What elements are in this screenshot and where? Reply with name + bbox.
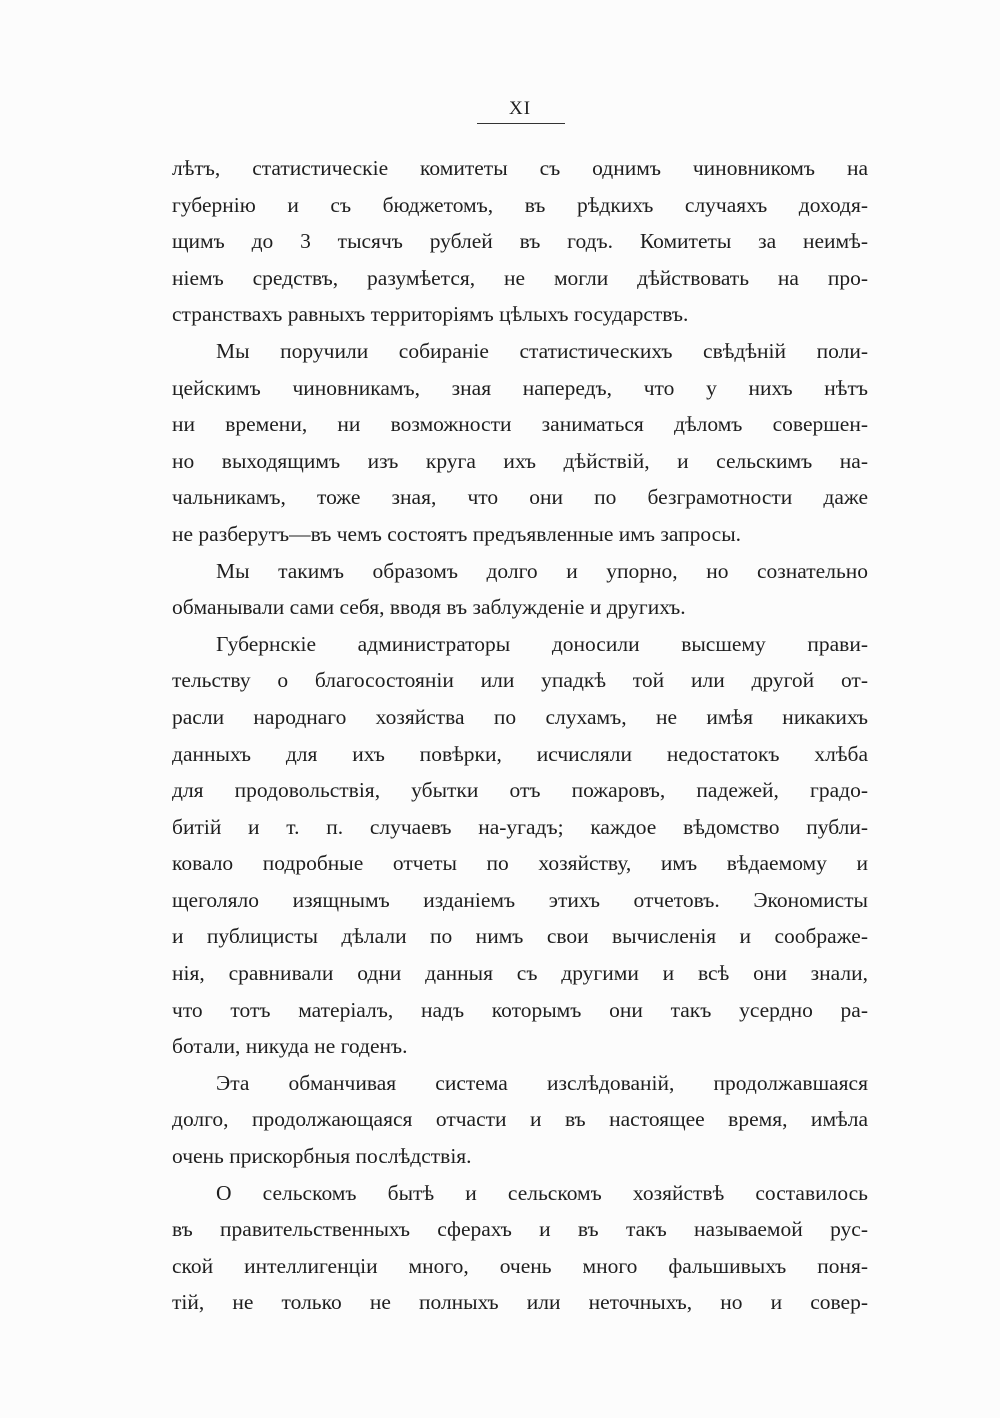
text-line: очень прискорбныя послѣдствія.	[172, 1144, 472, 1169]
text-line: долго, продолжающаяся отчасти и въ настоящее время, имѣла	[172, 1107, 868, 1132]
text-line: нія, сравнивали одни данныя съ другими и всѣ они знали,	[172, 961, 868, 986]
text-line: странствахъ равныхъ территоріямъ цѣлыхъ государствъ.	[172, 302, 689, 327]
text-line: ни времени, ни возможности заниматься дѣломъ совершен-	[172, 412, 868, 437]
text-line: для продовольствія, убытки отъ пожаровъ, падежей, градо-	[172, 778, 868, 803]
text-line: чальникамъ, тоже зная, что они по безграмотности даже	[172, 485, 868, 510]
paragraph	[172, 150, 868, 333]
text-line: О сельскомъ бытѣ и сельскомъ хозяйствѣ составилось	[216, 1180, 868, 1205]
text-line: расли народнаго хозяйства по слухамъ, не имѣя никакихъ	[172, 704, 868, 729]
text-line: Эта обманчивая система изслѣдованій, продолжавшаяся	[216, 1070, 868, 1095]
text-line: цейскимъ чиновникамъ, зная напередъ, что у нихъ нѣтъ	[172, 375, 868, 400]
paragraph	[172, 626, 868, 1065]
paragraph	[172, 1175, 868, 1321]
text-line: данныхъ для ихъ повѣрки, исчисляли недостатокъ хлѣба	[172, 741, 868, 766]
text-line: не разберутъ—въ чемъ состоятъ предъявленные имъ запросы.	[172, 521, 742, 546]
text-line: тій, не только не полныхъ или неточныхъ, но и совер-	[172, 1290, 868, 1315]
text-line: щеголяло изящнымъ изданіемъ этихъ отчетовъ. Экономисты	[172, 887, 868, 912]
text-line: и публицисты дѣлали по нимъ свои вычисленія и соображе-	[172, 924, 868, 949]
text-line: что тотъ матеріалъ, надъ которымъ они такъ усердно ра-	[172, 997, 868, 1022]
text-line: обманывали сами себя, вводя въ заблужденіе и другихъ.	[172, 595, 686, 620]
text-line: губернію и съ бюджетомъ, въ рѣдкихъ случаяхъ доходя-	[172, 192, 868, 217]
header-rule	[477, 123, 565, 124]
paragraph	[172, 333, 868, 553]
text-line: въ правительственныхъ сферахъ и въ такъ называемой рус-	[172, 1217, 868, 1242]
text-line: лѣтъ, статистическіе комитеты съ однимъ чиновникомъ на	[172, 156, 868, 180]
text-line: Губернскіе администраторы доносили высшему прави-	[216, 631, 868, 656]
text-line: щимъ до 3 тысячъ рублей въ годъ. Комитеты за неимѣ-	[172, 229, 868, 254]
text-line: Мы поручили собираніе статистическихъ свѣдѣній поли-	[216, 338, 868, 363]
text-line: ковало подробные отчеты по хозяйству, имъ вѣдаемому и	[172, 851, 868, 876]
text-line: но выходящимъ изъ круга ихъ дѣйствій, и сельскимъ на-	[172, 448, 868, 473]
text-line: Мы такимъ образомъ долго и упорно, но сознательно	[216, 558, 868, 583]
paragraph	[172, 1065, 868, 1175]
text-line: тельству о благосостояніи или упадкѣ той или другой от-	[172, 668, 868, 693]
page-number: XI	[508, 98, 532, 119]
text-line: ской интеллигенціи много, очень много фальшивыхъ поня-	[172, 1253, 868, 1278]
text-line: битій и т. п. случаевъ на-угадъ; каждое вѣдомство публи-	[172, 814, 868, 839]
text-line: ботали, никуда не годенъ.	[172, 1034, 408, 1059]
paragraph	[172, 553, 868, 626]
text-line: ніемъ средствъ, разумѣется, не могли дѣйствовать на про-	[172, 265, 868, 290]
body-text	[172, 150, 868, 1321]
